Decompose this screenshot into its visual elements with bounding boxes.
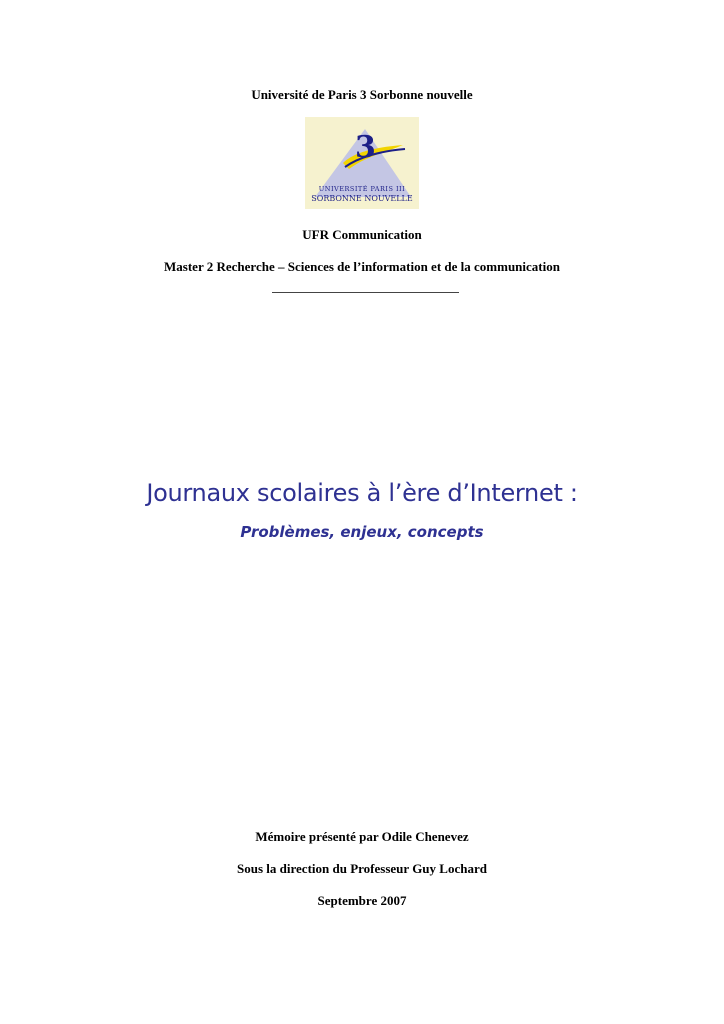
logo-top-text: UNIVERSITÉ PARIS III — [318, 185, 406, 193]
master-program: Master 2 Recherche – Sciences de l’information et de la communication — [164, 259, 560, 274]
logo-bottom-text: SORBONNE NOUVELLE — [311, 194, 413, 203]
separator-rule — [272, 292, 459, 293]
logo-number: 3 — [355, 130, 376, 165]
university-name: Université de Paris 3 Sorbonne nouvelle — [251, 87, 473, 102]
document-subtitle: Problèmes, enjeux, concepts — [240, 523, 484, 541]
document-title: Journaux scolaires à l’ère d’Internet : — [146, 479, 578, 507]
ufr-label: UFR Communication — [302, 227, 422, 242]
supervisor-line: Sous la direction du Professeur Guy Lochard — [237, 861, 487, 876]
date-line: Septembre 2007 — [317, 893, 407, 908]
author-line: Mémoire présenté par Odile Chenevez — [255, 829, 469, 844]
university-logo — [305, 117, 419, 209]
